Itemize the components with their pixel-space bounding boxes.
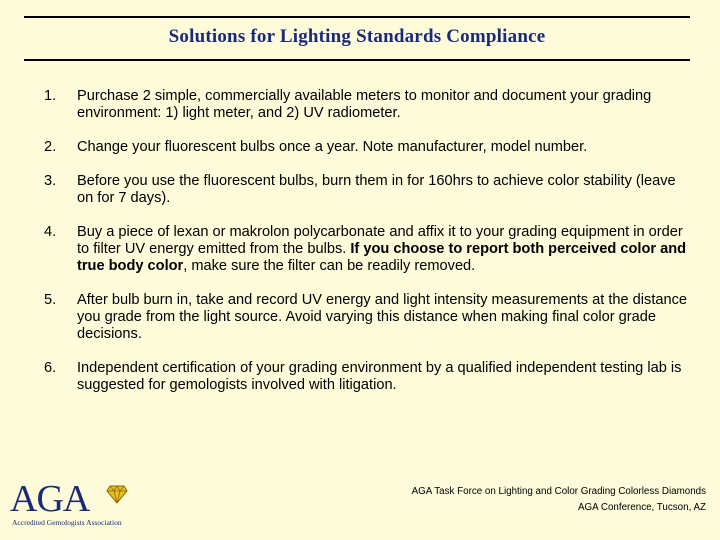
item-text: Before you use the fluorescent bulbs, burn them in for 160hrs to achieve color stability (leave on for 7 days). xyxy=(77,173,676,206)
item-text-emphasis: If you choose to report both perceived color and true body color xyxy=(77,241,687,274)
item-text: Independent certification of your grading environment by a qualified independent testing lab is suggested for gemologists involved with litigation. xyxy=(77,360,682,393)
bottom-rule xyxy=(24,59,690,61)
item-number: 6. xyxy=(44,360,57,376)
item-number: 4. xyxy=(44,224,57,240)
item-text: Change your fluorescent bulbs once a year. Note manufacturer, model number. xyxy=(77,139,588,155)
list-item xyxy=(44,139,694,156)
item-number: 5. xyxy=(44,292,57,308)
footer xyxy=(412,484,706,516)
item-number: 2. xyxy=(44,139,57,155)
item-text: , make sure the filter can be readily removed. xyxy=(183,258,476,274)
list-item xyxy=(44,360,694,394)
item-text: Purchase 2 simple, commercially available meters to monitor and document your grading environment: 1) light meter, and 2) UV radiometer. xyxy=(77,88,652,121)
top-rule xyxy=(24,16,690,18)
item-number: 1. xyxy=(44,88,57,104)
logo-text: AGA xyxy=(10,478,90,520)
list-item xyxy=(44,224,694,275)
item-text: After bulb burn in, take and record UV energy and light intensity measurements at the distance you grade from the light source. Avoid varying this distance when making final color grade decisions. xyxy=(77,292,688,342)
item-number: 3. xyxy=(44,173,57,189)
logo-subtitle: Accredited Gemologists Association xyxy=(12,518,122,527)
list-item xyxy=(44,88,694,122)
footer-line-2: AGA Conference, Tucson, AZ xyxy=(578,502,706,513)
list-item xyxy=(44,292,694,343)
footer-line-1: AGA Task Force on Lighting and Color Grading Colorless Diamonds xyxy=(411,486,706,497)
gem-icon xyxy=(106,484,128,504)
list-item xyxy=(44,173,694,207)
aga-logo xyxy=(10,480,130,530)
item-text: Buy a piece of lexan or makrolon polycarbonate and affix it to your grading equipment in order to filter UV energy emitted from the bulbs. xyxy=(77,224,683,257)
page-title: Solutions for Lighting Standards Compliance xyxy=(168,26,546,47)
solutions-list xyxy=(44,88,694,411)
